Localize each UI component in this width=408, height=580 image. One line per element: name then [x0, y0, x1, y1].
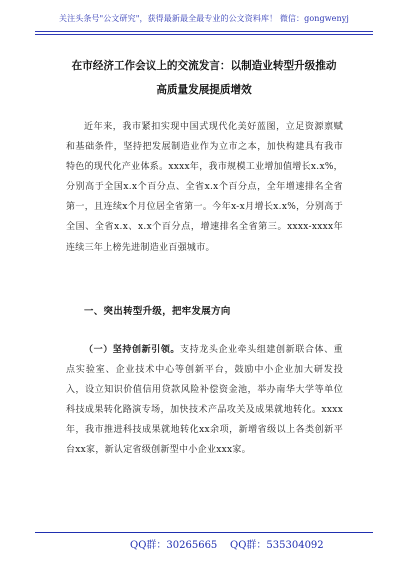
document-title-line-1: 在市经济工作会议上的交流发言：以制造业转型升级推动	[71, 60, 337, 72]
document-title-line-2: 高质量发展提质增效	[156, 84, 252, 96]
body-paragraph-intro: 近年来，我市紧扣实现中国式现代化美好蓝图，立足资源禀赋和基础条件，坚持把发展制造业作为立市之本，加快构建具有我市特色的现代化产业体系。xxxx年，我市规模工业增加值增长x.x%，分别高于全国x.x个百分点、全省x.x个百分点，全年增速排名全省第一，且连续x个月位居全省第一。今年x-x月增长x.x%，分别高于全国、全省x.x、x.x个百分点，增速排名全省第三。xxxx-xxxx年连续三年上榜先进制造业百强城市。	[66, 122, 343, 253]
header-banner: 关注头条号"公文研究"，获得最新最全最专业的公文资料库！ 微信：gongwenyj	[59, 14, 349, 23]
header-divider	[35, 31, 373, 32]
body-paragraph-innovation	[66, 340, 343, 461]
footer-divider	[35, 532, 373, 533]
footer-qq-group-2: QQ群：535304092	[230, 540, 324, 551]
footer-qq-group-1: QQ群：30265665	[130, 540, 218, 551]
header-divider	[35, 34, 373, 35]
subsection-text: 支持龙头企业牵头组建创新联合体、重点实验室、企业技术中心等创新平台，鼓励中小企业加大研发投入，设立知识价值信用贷款风险补偿资金池，举办南华大学等单位科技成果转化路演专场，加快技术产品攻关及成果就地转化。xxxx年，我市推进科技成果就地转化xx余项，新增省级以上各类创新平台xx家，新认定省级创新型中小企业xxx家。	[66, 345, 343, 456]
subsection-lead: （一）坚持创新引领。	[84, 345, 181, 355]
section-heading: 一、突出转型升级，把牢发展方向	[84, 306, 231, 317]
